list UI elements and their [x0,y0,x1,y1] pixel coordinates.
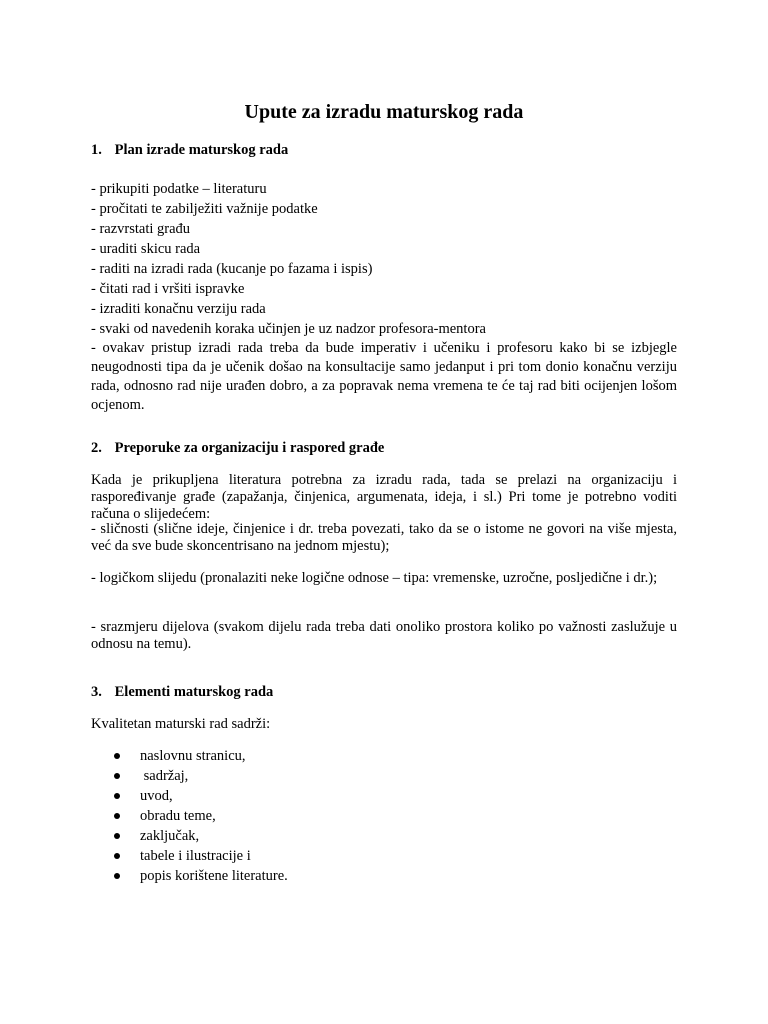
bullet-dot-icon [114,753,120,759]
bullet-item [114,826,288,846]
section-1-list [91,179,677,415]
section-3-bullet-list [114,746,288,886]
list-item: - svaki od navedenih koraka učinjen je uz nadzor profesora-mentora [91,321,486,337]
bullet-dot-icon [114,773,120,779]
section-3-number: 3. [91,684,102,700]
document-title: Upute za izradu maturskog rada [244,101,524,123]
list-item: - ovakav pristup izradi rada treba da bude imperativ i učeniku i profesoru kako bi se izbjegle neugodnosti tipa da je učenik došao na konsultacije samo jedanput i pri tom donio konačnu verziju rada, odnosno rad nije urađen dobro, a za popravak nema vremena te će taj rad biti ocijenjen lošom ocjenom. [91,340,677,413]
section-2-heading [91,439,384,457]
bullet-text: sadržaj, [140,768,189,784]
section-1-heading [91,141,288,159]
bullet-text: naslovnu stranicu, [140,748,246,764]
bullet-dot-icon [114,853,120,859]
list-item: - prikupiti podatke – literaturu [91,181,267,197]
bullet-dot-icon [114,813,120,819]
list-item: - razvrstati građu [91,221,191,237]
section-2-title: Preporuke za organizaciju i raspored građe [114,440,385,456]
bullet-item [114,806,288,826]
section-2-number: 2. [91,440,102,456]
bullet-text: obradu teme, [140,808,216,824]
section-1-number: 1. [91,142,102,158]
bullet-item [114,786,288,806]
bullet-text: popis korištene literature. [140,868,288,884]
list-item: - čitati rad i vršiti ispravke [91,281,245,297]
section-3-heading [91,683,273,701]
bullet-text: tabele i ilustracije i [140,848,251,864]
section-2-point-proportion: - srazmjeru dijelova (svakom dijelu rada treba dati onoliko prostora koliko po važnosti zaslužuje u odnosu na temu). [91,619,677,652]
bullet-item [114,746,288,766]
bullet-dot-icon [114,833,120,839]
section-2-point-logic: - logičkom slijedu (pronalaziti neke logične odnose – tipa: vremenske, uzročne, posljedične i dr.); [91,570,658,586]
list-item: - raditi na izradi rada (kucanje po fazama i ispis) [91,261,373,277]
list-item: - uraditi skicu rada [91,241,201,257]
section-3-title: Elementi maturskog rada [114,684,274,700]
bullet-item [114,766,288,786]
section-2-point-similarity: - sličnosti (slične ideje, činjenice i dr. treba povezati, tako da se o istome ne govori na više mjesta, već da sve bude skoncentrisano na jednom mjestu); [91,521,677,554]
list-item: - pročitati te zabilježiti važnije podatke [91,201,318,217]
bullet-dot-icon [114,873,120,879]
section-3-intro: Kvalitetan maturski rad sadrži: [91,716,271,732]
bullet-text: zaključak, [140,828,200,844]
bullet-item [114,866,288,886]
list-item: - izraditi konačnu verziju rada [91,301,266,317]
section-1-title: Plan izrade maturskog rada [114,142,289,158]
bullet-item [114,846,288,866]
bullet-dot-icon [114,793,120,799]
bullet-text: uvod, [140,788,173,804]
section-2-intro: Kada je prikupljena literatura potrebna za izradu rada, tada se prelazi na organizaciju i raspoređivanje građe (zapažanja, činjenica, argumenata, ideja, i sl.) Pri tome je potrebno voditi računa o slijedećem: [91,472,677,522]
